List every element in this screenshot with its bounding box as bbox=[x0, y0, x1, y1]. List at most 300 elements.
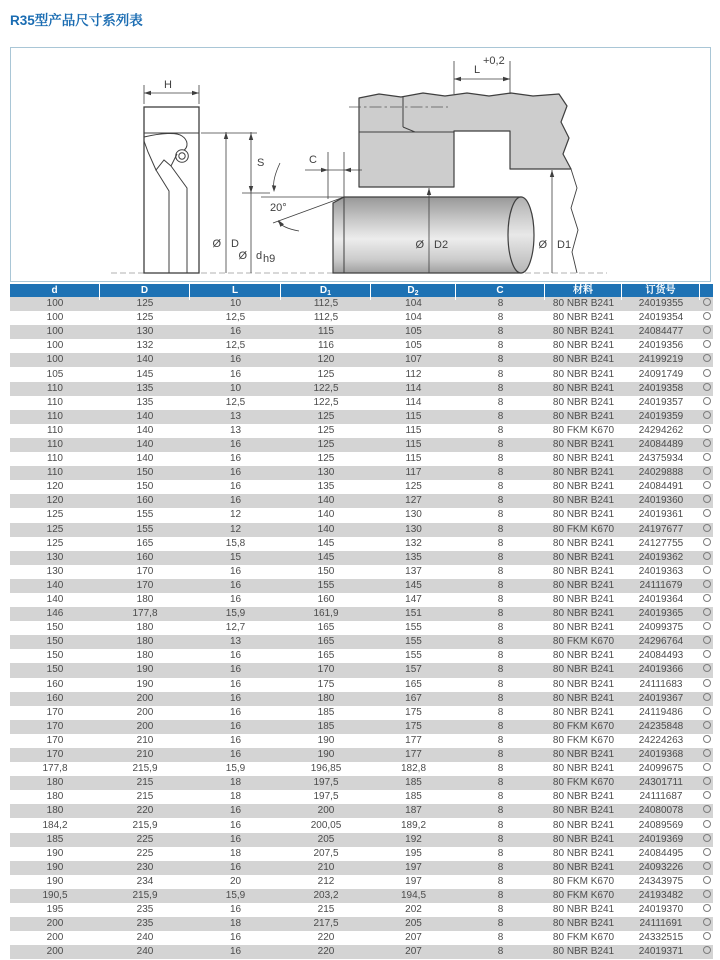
column-header-D2: $D_2$ bbox=[371, 284, 456, 300]
table-cell: 165 bbox=[317, 636, 335, 648]
table-cell: 24084491 bbox=[638, 481, 684, 493]
table-cell: 18 bbox=[229, 847, 242, 859]
column-header-D1: $D_1$ bbox=[281, 284, 371, 300]
table-cell: 184,2 bbox=[42, 819, 68, 831]
table-row bbox=[10, 424, 713, 438]
table-row bbox=[10, 410, 713, 424]
table-cell: 200 bbox=[317, 805, 335, 817]
table-cell: 130 bbox=[405, 509, 422, 521]
table-cell: 115 bbox=[318, 326, 334, 338]
label-S: S bbox=[257, 157, 265, 169]
table-cell: 24019369 bbox=[638, 833, 684, 845]
table-cell: 203,2 bbox=[313, 889, 339, 901]
availability-cell bbox=[700, 734, 713, 748]
table-cell: 150 bbox=[317, 565, 335, 577]
availability-cell bbox=[700, 424, 713, 438]
table-cell: 8 bbox=[497, 875, 504, 887]
table-cell: 200 bbox=[136, 692, 154, 704]
table-cell: 15,8 bbox=[225, 537, 246, 549]
table-cell: 125 bbox=[136, 312, 154, 324]
table-row bbox=[10, 635, 713, 649]
table-row bbox=[10, 508, 713, 522]
table-cell: 110 bbox=[47, 410, 63, 422]
table-cell: 24019356 bbox=[638, 340, 684, 352]
table-cell: 185 bbox=[317, 720, 335, 732]
table-cell: 24084489 bbox=[638, 438, 684, 450]
table-cell: 112,5 bbox=[313, 312, 339, 324]
table-cell: 170 bbox=[46, 734, 64, 746]
table-cell: 12 bbox=[229, 523, 242, 535]
availability-icon bbox=[703, 805, 711, 813]
table-cell: 24019368 bbox=[638, 749, 684, 761]
table-row bbox=[10, 494, 713, 508]
table-cell: 150 bbox=[46, 636, 64, 648]
shaft bbox=[333, 197, 521, 273]
table-cell: 80 FKM K670 bbox=[552, 932, 615, 944]
table-cell: 197 bbox=[405, 861, 422, 873]
table-cell: 185 bbox=[405, 777, 422, 789]
table-cell: 125 bbox=[317, 368, 335, 380]
availability-icon bbox=[703, 524, 711, 532]
table-cell: 145 bbox=[317, 551, 335, 563]
table-cell: 160 bbox=[46, 678, 64, 690]
label-angle: 20° bbox=[270, 202, 287, 214]
housing-break-line bbox=[571, 169, 578, 273]
table-cell: 16 bbox=[229, 692, 242, 704]
table-row bbox=[10, 720, 713, 734]
table-cell: 190 bbox=[46, 861, 64, 873]
table-cell: 195 bbox=[405, 847, 422, 859]
table-cell: 135 bbox=[405, 551, 422, 563]
availability-icon bbox=[703, 481, 711, 489]
table-cell: 16 bbox=[229, 734, 242, 746]
table-cell: 197 bbox=[405, 875, 422, 887]
table-cell: 24019367 bbox=[638, 692, 684, 704]
availability-cell bbox=[700, 706, 713, 720]
table-row bbox=[10, 396, 713, 410]
table-cell: 132 bbox=[405, 537, 422, 549]
table-cell: 80 NBR B241 bbox=[552, 368, 615, 380]
availability-icon bbox=[703, 735, 711, 743]
table-cell: 130 bbox=[317, 467, 335, 479]
table-cell: 117 bbox=[405, 467, 422, 479]
table-cell: 137 bbox=[405, 565, 422, 577]
column-header-L: L bbox=[190, 284, 281, 300]
table-cell: 125 bbox=[317, 438, 335, 450]
table-cell: 140 bbox=[317, 523, 335, 535]
table-cell: 115 bbox=[405, 438, 422, 450]
table-cell: 24197677 bbox=[638, 523, 684, 535]
table-row bbox=[10, 945, 713, 959]
availability-cell bbox=[700, 438, 713, 452]
technical-drawing bbox=[10, 47, 711, 282]
table-row bbox=[10, 325, 713, 339]
table-cell: 80 NBR B241 bbox=[552, 749, 615, 761]
availability-cell bbox=[700, 720, 713, 734]
table-cell: 122,5 bbox=[313, 382, 339, 394]
availability-cell bbox=[700, 847, 713, 861]
table-row bbox=[10, 706, 713, 720]
table-row bbox=[10, 917, 713, 931]
availability-cell bbox=[700, 368, 713, 382]
table-cell: 80 NBR B241 bbox=[552, 706, 615, 718]
availability-icon bbox=[703, 552, 711, 560]
availability-cell bbox=[700, 663, 713, 677]
dia-symbol: Ø bbox=[415, 239, 424, 251]
table-cell: 8 bbox=[497, 523, 504, 535]
table-cell: 80 NBR B241 bbox=[552, 622, 615, 634]
table-cell: 235 bbox=[136, 904, 154, 916]
table-cell: 210 bbox=[136, 749, 154, 761]
table-cell: 8 bbox=[497, 382, 504, 394]
table-cell: 24019365 bbox=[638, 608, 684, 620]
availability-icon bbox=[703, 876, 711, 884]
table-cell: 8 bbox=[497, 354, 504, 366]
table-cell: 8 bbox=[497, 791, 504, 803]
table-cell: 200 bbox=[136, 720, 154, 732]
label-D1: D1 bbox=[557, 239, 572, 251]
table-cell: 24301711 bbox=[639, 777, 683, 789]
table-cell: 8 bbox=[497, 763, 504, 775]
table-cell: 16 bbox=[229, 932, 242, 944]
table-cell: 200 bbox=[136, 706, 154, 718]
table-row bbox=[10, 776, 713, 790]
table-cell: 120 bbox=[317, 354, 335, 366]
table-cell: 180 bbox=[136, 622, 154, 634]
table-cell: 105 bbox=[46, 368, 64, 380]
table-cell: 15 bbox=[229, 551, 242, 563]
table-cell: 80 NBR B241 bbox=[552, 410, 615, 422]
table-cell: 80 NBR B241 bbox=[552, 608, 615, 620]
table-body bbox=[10, 297, 713, 959]
table-cell: 8 bbox=[497, 537, 504, 549]
availability-cell bbox=[700, 875, 713, 889]
table-cell: 180 bbox=[136, 594, 154, 606]
table-cell: 24019363 bbox=[638, 565, 684, 577]
table-cell: 125 bbox=[136, 298, 154, 310]
table-row bbox=[10, 523, 713, 537]
table-cell: 120 bbox=[46, 481, 64, 493]
table-cell: 80 NBR B241 bbox=[552, 664, 615, 676]
table-cell: 24235848 bbox=[638, 720, 684, 732]
availability-icon bbox=[703, 397, 711, 405]
table-cell: 8 bbox=[497, 298, 504, 310]
table-cell: 177,8 bbox=[42, 763, 68, 775]
table-cell: 100 bbox=[46, 326, 64, 338]
availability-icon bbox=[703, 636, 711, 644]
table-cell: 8 bbox=[497, 410, 504, 422]
table-cell: 112,5 bbox=[313, 298, 339, 310]
table-row bbox=[10, 551, 713, 565]
table-cell: 16 bbox=[229, 579, 242, 591]
table-cell: 185 bbox=[317, 706, 335, 718]
table-cell: 24029888 bbox=[638, 467, 684, 479]
table-cell: 190 bbox=[46, 847, 64, 859]
table-cell: 80 NBR B241 bbox=[552, 791, 615, 803]
table-cell: 140 bbox=[317, 495, 335, 507]
table-cell: 8 bbox=[497, 509, 504, 521]
table-cell: 8 bbox=[497, 565, 504, 577]
label-d-tolerance: h9 bbox=[263, 253, 276, 265]
table-cell: 80 FKM K670 bbox=[552, 734, 615, 746]
availability-icon bbox=[703, 820, 711, 828]
table-cell: 80 NBR B241 bbox=[552, 692, 615, 704]
table-cell: 13 bbox=[229, 424, 242, 436]
availability-cell bbox=[700, 579, 713, 593]
table-row bbox=[10, 692, 713, 706]
table-cell: 80 NBR B241 bbox=[552, 918, 615, 930]
table-cell: 16 bbox=[229, 720, 242, 732]
table-cell: 24084477 bbox=[638, 326, 684, 338]
table-cell: 15,9 bbox=[225, 889, 246, 901]
availability-icon bbox=[703, 354, 711, 362]
table-row bbox=[10, 818, 713, 832]
table-cell: 8 bbox=[497, 749, 504, 761]
table-cell: 110 bbox=[47, 453, 63, 465]
table-cell: 175 bbox=[317, 678, 335, 690]
table-cell: 196,85 bbox=[310, 763, 342, 775]
table-cell: 24019360 bbox=[638, 495, 684, 507]
table-cell: 170 bbox=[317, 664, 335, 676]
table-cell: 197,5 bbox=[313, 791, 339, 803]
table-cell: 16 bbox=[229, 368, 242, 380]
table-cell: 100 bbox=[46, 340, 64, 352]
table-cell: 217,5 bbox=[313, 918, 339, 930]
table-cell: 8 bbox=[497, 861, 504, 873]
availability-icon bbox=[703, 650, 711, 658]
table-cell: 125 bbox=[317, 453, 335, 465]
table-cell: 16 bbox=[229, 678, 242, 690]
availability-cell bbox=[700, 804, 713, 818]
column-header-d: d bbox=[10, 284, 100, 300]
availability-cell bbox=[700, 494, 713, 508]
table-row bbox=[10, 903, 713, 917]
availability-icon bbox=[703, 890, 711, 898]
availability-cell bbox=[700, 635, 713, 649]
table-cell: 80 NBR B241 bbox=[552, 833, 615, 845]
table-cell: 150 bbox=[46, 650, 64, 662]
table-cell: 122,5 bbox=[313, 396, 339, 408]
availability-cell bbox=[700, 692, 713, 706]
table-cell: 12 bbox=[229, 509, 242, 521]
table-cell: 207,5 bbox=[313, 847, 339, 859]
table-cell: 80 NBR B241 bbox=[552, 904, 615, 916]
table-cell: 105 bbox=[405, 340, 422, 352]
table-cell: 24294262 bbox=[638, 424, 684, 436]
table-cell: 24193482 bbox=[638, 889, 684, 901]
availability-cell bbox=[700, 649, 713, 663]
availability-cell bbox=[700, 565, 713, 579]
table-row bbox=[10, 663, 713, 677]
table-cell: 185 bbox=[405, 791, 422, 803]
table-cell: 114 bbox=[405, 396, 422, 408]
table-cell: 13 bbox=[229, 410, 242, 422]
availability-icon bbox=[703, 538, 711, 546]
table-cell: 8 bbox=[497, 594, 504, 606]
table-cell: 24111683 bbox=[639, 678, 683, 690]
table-cell: 18 bbox=[229, 918, 242, 930]
table-cell: 195 bbox=[46, 904, 64, 916]
dim-D bbox=[201, 132, 257, 273]
table-cell: 24296764 bbox=[638, 636, 684, 648]
table-cell: 155 bbox=[405, 622, 422, 634]
availability-cell bbox=[700, 410, 713, 424]
table-cell: 150 bbox=[136, 481, 154, 493]
table-row bbox=[10, 804, 713, 818]
table-cell: 177,8 bbox=[132, 608, 158, 620]
table-cell: 8 bbox=[497, 495, 504, 507]
table-row bbox=[10, 790, 713, 804]
table-cell: 80 NBR B241 bbox=[552, 495, 615, 507]
table-cell: 24343975 bbox=[638, 875, 684, 887]
table-cell: 80 NBR B241 bbox=[552, 805, 615, 817]
table-cell: 177 bbox=[405, 749, 422, 761]
dia-symbol: Ø bbox=[238, 250, 247, 262]
table-row bbox=[10, 466, 713, 480]
figure-svg bbox=[11, 48, 710, 281]
table-cell: 215,9 bbox=[132, 763, 158, 775]
table-cell: 140 bbox=[136, 354, 154, 366]
table-cell: 16 bbox=[229, 805, 242, 817]
table-cell: 100 bbox=[46, 354, 64, 366]
table-cell: 130 bbox=[46, 551, 64, 563]
table-cell: 16 bbox=[229, 467, 242, 479]
table-cell: 200,05 bbox=[310, 819, 342, 831]
table-cell: 16 bbox=[229, 565, 242, 577]
table-cell: 180 bbox=[46, 791, 64, 803]
table-cell: 161,9 bbox=[313, 608, 339, 620]
table-cell: 8 bbox=[497, 678, 504, 690]
table-row bbox=[10, 931, 713, 945]
table-cell: 16 bbox=[229, 833, 242, 845]
column-header-order-no: 订货号 bbox=[622, 284, 700, 300]
table-cell: 185 bbox=[46, 833, 64, 845]
table-row bbox=[10, 607, 713, 621]
table-cell: 24093226 bbox=[638, 861, 684, 873]
dimension-table bbox=[10, 284, 713, 959]
table-row bbox=[10, 438, 713, 452]
table-cell: 16 bbox=[229, 453, 242, 465]
table-cell: 24019359 bbox=[638, 410, 684, 422]
table-cell: 16 bbox=[229, 594, 242, 606]
table-cell: 160 bbox=[317, 594, 335, 606]
table-row bbox=[10, 579, 713, 593]
availability-cell bbox=[700, 339, 713, 353]
availability-icon bbox=[703, 566, 711, 574]
table-cell: 140 bbox=[136, 424, 154, 436]
table-cell: 234 bbox=[136, 875, 154, 887]
table-cell: 220 bbox=[317, 946, 335, 958]
availability-icon bbox=[703, 622, 711, 630]
table-cell: 135 bbox=[136, 396, 154, 408]
table-cell: 18 bbox=[229, 777, 242, 789]
table-cell: 24099375 bbox=[638, 622, 684, 634]
table-cell: 8 bbox=[497, 692, 504, 704]
table-cell: 80 NBR B241 bbox=[552, 819, 615, 831]
table-row bbox=[10, 452, 713, 466]
availability-cell bbox=[700, 452, 713, 466]
label-D2: D2 bbox=[434, 239, 449, 251]
table-cell: 112 bbox=[405, 368, 422, 380]
table-cell: 12,5 bbox=[225, 396, 246, 408]
table-cell: 10 bbox=[229, 382, 242, 394]
table-cell: 24111687 bbox=[639, 791, 683, 803]
table-cell: 140 bbox=[136, 410, 154, 422]
table-cell: 8 bbox=[497, 340, 504, 352]
table-cell: 24019370 bbox=[638, 904, 684, 916]
table-cell: 107 bbox=[405, 354, 422, 366]
table-row bbox=[10, 353, 713, 367]
availability-cell bbox=[700, 466, 713, 480]
availability-cell bbox=[700, 931, 713, 945]
table-cell: 180 bbox=[136, 650, 154, 662]
table-cell: 24019371 bbox=[638, 946, 684, 958]
table-cell: 24084493 bbox=[638, 650, 684, 662]
table-row bbox=[10, 861, 713, 875]
table-cell: 24091749 bbox=[638, 368, 684, 380]
table-cell: 8 bbox=[497, 326, 504, 338]
availability-icon bbox=[703, 918, 711, 926]
table-cell: 197,5 bbox=[313, 777, 339, 789]
table-cell: 80 FKM K670 bbox=[552, 889, 615, 901]
availability-cell bbox=[700, 889, 713, 903]
availability-cell bbox=[700, 551, 713, 565]
table-cell: 16 bbox=[229, 354, 242, 366]
table-cell: 116 bbox=[318, 340, 334, 352]
table-row bbox=[10, 565, 713, 579]
table-cell: 8 bbox=[497, 734, 504, 746]
table-cell: 177 bbox=[405, 734, 422, 746]
table-cell: 8 bbox=[497, 918, 504, 930]
table-cell: 190,5 bbox=[42, 889, 68, 901]
table-row bbox=[10, 382, 713, 396]
availability-cell bbox=[700, 748, 713, 762]
availability-cell bbox=[700, 325, 713, 339]
label-L: L bbox=[474, 64, 481, 76]
availability-icon bbox=[703, 904, 711, 912]
table-cell: 8 bbox=[497, 481, 504, 493]
table-cell: 240 bbox=[136, 946, 154, 958]
table-cell: 190 bbox=[136, 664, 154, 676]
table-cell: 125 bbox=[46, 537, 64, 549]
table-cell: 215 bbox=[136, 791, 154, 803]
availability-icon bbox=[703, 340, 711, 348]
table-cell: 80 NBR B241 bbox=[552, 382, 615, 394]
table-header bbox=[10, 284, 713, 297]
availability-cell bbox=[700, 353, 713, 367]
table-row bbox=[10, 297, 713, 311]
table-cell: 16 bbox=[229, 495, 242, 507]
table-cell: 125 bbox=[46, 523, 64, 535]
table-cell: 110 bbox=[47, 438, 63, 450]
table-cell: 8 bbox=[497, 467, 504, 479]
table-cell: 16 bbox=[229, 819, 242, 831]
table-cell: 190 bbox=[46, 875, 64, 887]
column-header-C: C bbox=[456, 284, 545, 300]
table-cell: 225 bbox=[136, 847, 154, 859]
availability-cell bbox=[700, 523, 713, 537]
table-row bbox=[10, 748, 713, 762]
table-cell: 16 bbox=[229, 706, 242, 718]
table-cell: 145 bbox=[136, 368, 154, 380]
label-L-tolerance: +0,2 bbox=[483, 55, 505, 67]
table-row bbox=[10, 678, 713, 692]
table-cell: 24019362 bbox=[638, 551, 684, 563]
table-cell: 24080078 bbox=[638, 805, 684, 817]
table-cell: 150 bbox=[46, 664, 64, 676]
table-cell: 155 bbox=[405, 650, 422, 662]
availability-cell bbox=[700, 762, 713, 776]
